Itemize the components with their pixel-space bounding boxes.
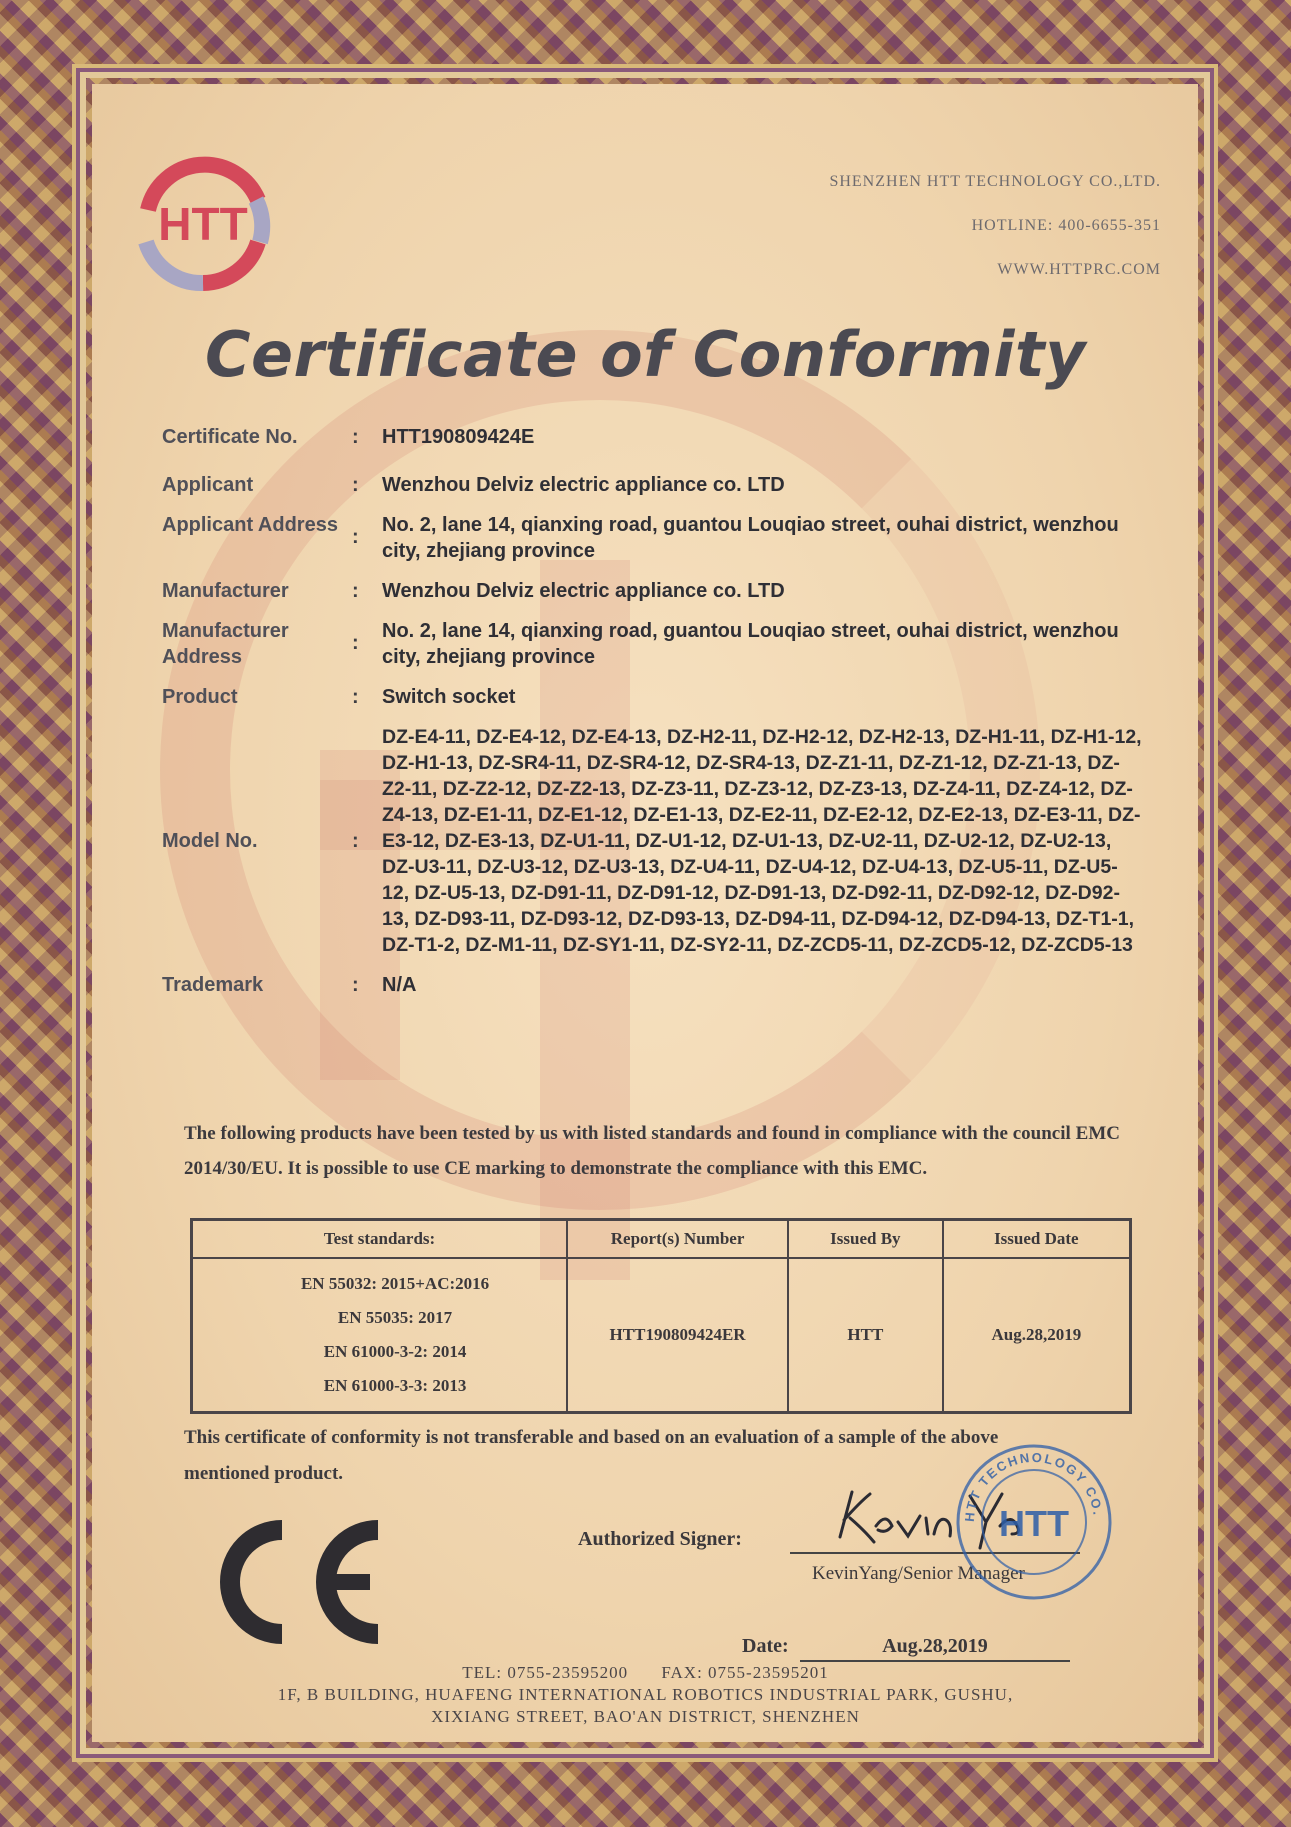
field-manufacturer: Manufacturer : Wenzhou Delviz electric appliance co. LTD	[162, 578, 1142, 604]
company-website: WWW.HTTPRC.COM	[997, 261, 1161, 278]
field-value: No. 2, lane 14, qianxing road, guantou Louqiao street, ouhai district, wenzhou city, zhejiang province	[382, 620, 1119, 668]
footer-address-line1: 1F, B BUILDING, HUAFENG INTERNATIONAL ROBOTICS INDUSTRIAL PARK, GUSHU,	[277, 1685, 1014, 1704]
ce-mark-text: CE	[210, 1512, 212, 1513]
footer-fax: FAX: 0755-23595201	[661, 1663, 829, 1682]
table-row	[192, 1258, 1131, 1413]
issued-by-cell: HTT	[788, 1258, 943, 1413]
issued-date-cell: Aug.28,2019	[943, 1258, 1131, 1413]
field-label: Certificate No.	[162, 426, 298, 448]
signer-label: Authorized Signer:	[578, 1528, 742, 1550]
field-trademark: Trademark : N/A	[162, 972, 1142, 998]
field-value: Switch socket	[382, 686, 516, 708]
field-label: Product	[162, 686, 238, 708]
field-label: Applicant	[162, 474, 254, 496]
field-applicant-address: Applicant Address : No. 2, lane 14, qianxing road, guantou Louqiao street, ouhai district, wenzhou city, zhejiang province	[162, 512, 1142, 564]
field-value: DZ-E4-11, DZ-E4-12, DZ-E4-13, DZ-H2-11, DZ-H2-12, DZ-H2-13, DZ-H1-11, DZ-H1-12, DZ-H1-13, DZ-SR4-11, DZ-SR4-12, DZ-SR4-13, DZ-Z1-11, DZ-Z1-12, DZ-Z1-13, DZ-Z2-11, DZ-Z2-12, DZ-Z2-13, DZ-Z3-11, DZ-Z3-12, DZ-Z3-13, DZ-Z4-11, DZ-Z4-12, DZ-Z4-13, DZ-E1-11, DZ-E1-12, DZ-E1-13, DZ-E2-11, DZ-E2-12, DZ-E2-13, DZ-E3-11, DZ-E3-12, DZ-E3-13, DZ-U1-11, DZ-U1-12, DZ-U1-13, DZ-U2-11, DZ-U2-12, DZ-U2-13, DZ-U3-11, DZ-U3-12, DZ-U3-13, DZ-U4-11, DZ-U4-12, DZ-U4-13, DZ-U5-11, DZ-U5-12, DZ-U5-13, DZ-D91-11, DZ-D91-12, DZ-D91-13, DZ-D92-11, DZ-D92-12, DZ-D92-13, DZ-D93-11, DZ-D93-12, DZ-D93-13, DZ-D94-11, DZ-D94-12, DZ-D94-13, DZ-T1-1, DZ-T1-2, DZ-M1-11, DZ-SY1-11, DZ-SY2-11, DZ-ZCD5-11, DZ-ZCD5-12, DZ-ZCD5-13	[382, 726, 1142, 956]
footer-contact	[0, 1662, 1291, 1684]
table-header: Test standards:	[192, 1220, 568, 1259]
standard-item: EN 61000-3-2: 2014	[323, 1342, 467, 1361]
field-model-no: Model No. : DZ-E4-11, DZ-E4-12, DZ-E4-13, DZ-H2-11, DZ-H2-12, DZ-H2-13, DZ-H1-11, DZ-H1-12, DZ-H1-13, DZ-SR4-11, DZ-SR4-12, DZ-SR4-13, DZ-Z1-11, DZ-Z1-12, DZ-Z1-13, DZ-Z2-11, DZ-Z2-12, DZ-Z2-13, DZ-Z3-11, DZ-Z3-12, DZ-Z3-13, DZ-Z4-11, DZ-Z4-12, DZ-Z4-13, DZ-E1-11, DZ-E1-12, DZ-E1-13, DZ-E2-11, DZ-E2-12, DZ-E2-13, DZ-E3-11, DZ-E3-12, DZ-E3-13, DZ-U1-11, DZ-U1-12, DZ-U1-13, DZ-U2-11, DZ-U2-12, DZ-U2-13, DZ-U3-11, DZ-U3-12, DZ-U3-13, DZ-U4-11, DZ-U4-12, DZ-U4-13, DZ-U5-11, DZ-U5-12, DZ-U5-13, DZ-D91-11, DZ-D91-12, DZ-D91-13, DZ-D92-11, DZ-D92-12, DZ-D92-13, DZ-D93-11, DZ-D93-12, DZ-D93-13, DZ-D94-11, DZ-D94-12, DZ-D94-13, DZ-T1-1, DZ-T1-2, DZ-M1-11, DZ-SY1-11, DZ-SY2-11, DZ-ZCD5-11, DZ-ZCD5-12, DZ-ZCD5-13	[162, 726, 1142, 956]
standards-cell	[192, 1258, 568, 1413]
field-manufacturer-address: Manufacturer Address : No. 2, lane 14, qianxing road, guantou Louqiao street, ouhai district, wenzhou city, zhejiang province	[162, 618, 1142, 670]
standards-table	[190, 1218, 1132, 1414]
footer-address-line2: XIXIANG STREET, BAO'AN DISTRICT, SHENZHEN	[431, 1707, 860, 1726]
logo-text: HTT	[158, 198, 248, 250]
date-label: Date:	[742, 1635, 789, 1657]
field-label: Trademark	[162, 974, 264, 996]
field-applicant: Applicant : Wenzhou Delviz electric appliance co. LTD	[162, 472, 1142, 498]
field-value: Wenzhou Delviz electric appliance co. LTD	[382, 474, 785, 496]
ce-mark	[210, 1512, 390, 1652]
compliance-statement: The following products have been tested by us with listed standards and found in compliance with the council EMC 2014/30/EU. It is possible to use CE marking to demonstrate the compliance with this EMC.	[184, 1123, 1120, 1179]
field-value: No. 2, lane 14, qianxing road, guantou Louqiao street, ouhai district, wenzhou city, zhejiang province	[382, 514, 1119, 562]
company-info	[829, 160, 1161, 292]
standard-item: EN 61000-3-3: 2013	[323, 1376, 467, 1395]
table-header: Issued By	[788, 1220, 943, 1259]
table-header: Report(s) Number	[567, 1220, 788, 1259]
field-value: N/A	[382, 974, 417, 996]
certificate-title: Certificate of Conformity	[204, 318, 1087, 391]
date-value: Aug.28,2019	[800, 1635, 1070, 1662]
field-product: Product : Switch socket	[162, 684, 1142, 710]
footer-tel: TEL: 0755-23595200	[462, 1663, 629, 1682]
transfer-note: This certificate of conformity is not transferable and based on an evaluation of a sample of the above mentioned product.	[184, 1427, 999, 1484]
field-label: Manufacturer Address	[162, 620, 289, 668]
field-label: Manufacturer	[162, 580, 289, 602]
company-hotline: HOTLINE: 400-6655-351	[971, 217, 1161, 234]
stamp-text: HTT	[999, 1503, 1069, 1544]
htt-logo	[128, 150, 278, 300]
standard-item: EN 55035: 2017	[337, 1308, 453, 1327]
report-number-cell: HTT190809424ER	[567, 1258, 788, 1413]
company-name: SHENZHEN HTT TECHNOLOGY CO.,LTD.	[829, 173, 1161, 190]
company-stamp	[952, 1440, 1117, 1605]
standard-item: EN 55032: 2015+AC:2016	[300, 1274, 490, 1293]
table-header: Issued Date	[943, 1220, 1131, 1259]
stamp-ring-text: HTT TECHNOLOGY CO.	[961, 1449, 1106, 1523]
field-label: Applicant Address	[162, 514, 338, 536]
field-value: HTT190809424E	[382, 426, 535, 448]
field-certificate-no: Certificate No. : HTT190809424E	[162, 424, 1142, 450]
signer-name: KevinYang/Senior Manager	[812, 1563, 1025, 1584]
table-header-row	[192, 1220, 1131, 1259]
footer	[0, 1662, 1291, 1728]
field-value: Wenzhou Delviz electric appliance co. LTD	[382, 580, 785, 602]
certificate-fields	[162, 424, 1142, 998]
field-label: Model No.	[162, 830, 258, 852]
